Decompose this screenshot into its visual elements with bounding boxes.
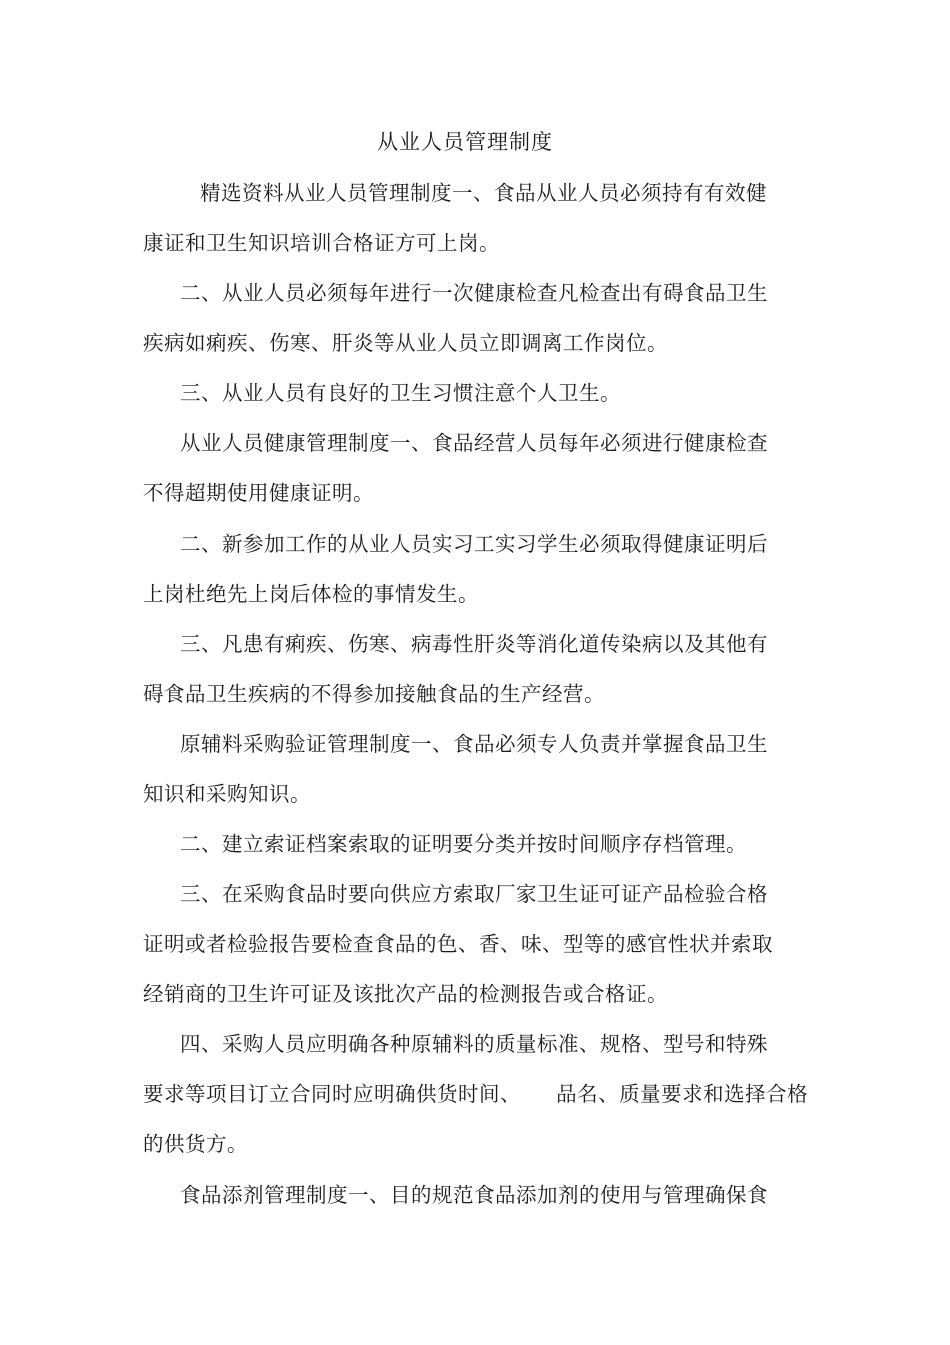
paragraph-line: 经销商的卫生许可证及该批次产品的检测报告或合格证。: [143, 982, 668, 1006]
paragraph-line: 不得超期使用健康证明。: [143, 481, 374, 505]
paragraph-line: 疾病如痢疾、伤寒、肝炎等从业人员立即调离工作岗位。: [143, 331, 668, 355]
paragraph-line: 上岗杜绝先上岗后体检的事情发生。: [143, 582, 479, 606]
paragraph-line: 食品添剂管理制度一、目的规范食品添加剂的使用与管理确保食: [180, 1183, 768, 1207]
page-title: 从业人员管理制度: [377, 130, 553, 154]
paragraph-line: 二、从业人员必须每年进行一次健康检查凡检查出有碍食品卫生: [180, 281, 768, 305]
paragraph-line: 三、凡患有痢疾、伤寒、病毒性肝炎等消化道传染病以及其他有: [180, 632, 768, 656]
paragraph-line: 知识和采购知识。: [143, 782, 311, 806]
paragraph-line: 三、从业人员有良好的卫生习惯注意个人卫生。: [180, 381, 621, 405]
paragraph-line: 四、采购人员应明确各种原辅料的质量标准、规格、型号和特殊: [180, 1032, 768, 1056]
paragraph-line: 的供货方。: [143, 1132, 248, 1156]
paragraph-line: 原辅料采购验证管理制度一、食品必须专人负责并掌握食品卫生: [180, 732, 768, 756]
paragraph-line: 精选资料从业人员管理制度一、食品从业人员必须持有有效健: [200, 181, 767, 205]
paragraph-line: 二、新参加工作的从业人员实习工实习学生必须取得健康证明后: [180, 532, 768, 556]
paragraph-line: 二、建立索证档案索取的证明要分类并按时间顺序存档管理。: [180, 832, 747, 856]
paragraph-line: 碍食品卫生疾病的不得参加接触食品的生产经营。: [143, 682, 605, 706]
paragraph-line: 证明或者检验报告要检查食品的色、香、味、型等的感官性状并索取: [143, 932, 773, 956]
paragraph-line: 从业人员健康管理制度一、食品经营人员每年必须进行健康检查: [180, 431, 768, 455]
paragraph-line: 康证和卫生知识培训合格证方可上岗。: [143, 231, 500, 255]
paragraph-line: 三、在采购食品时要向供应方索取厂家卫生证可证产品检验合格: [180, 882, 768, 906]
paragraph-line: 要求等项目订立合同时应明确供货时间、 品名、质量要求和选择合格: [143, 1082, 809, 1106]
